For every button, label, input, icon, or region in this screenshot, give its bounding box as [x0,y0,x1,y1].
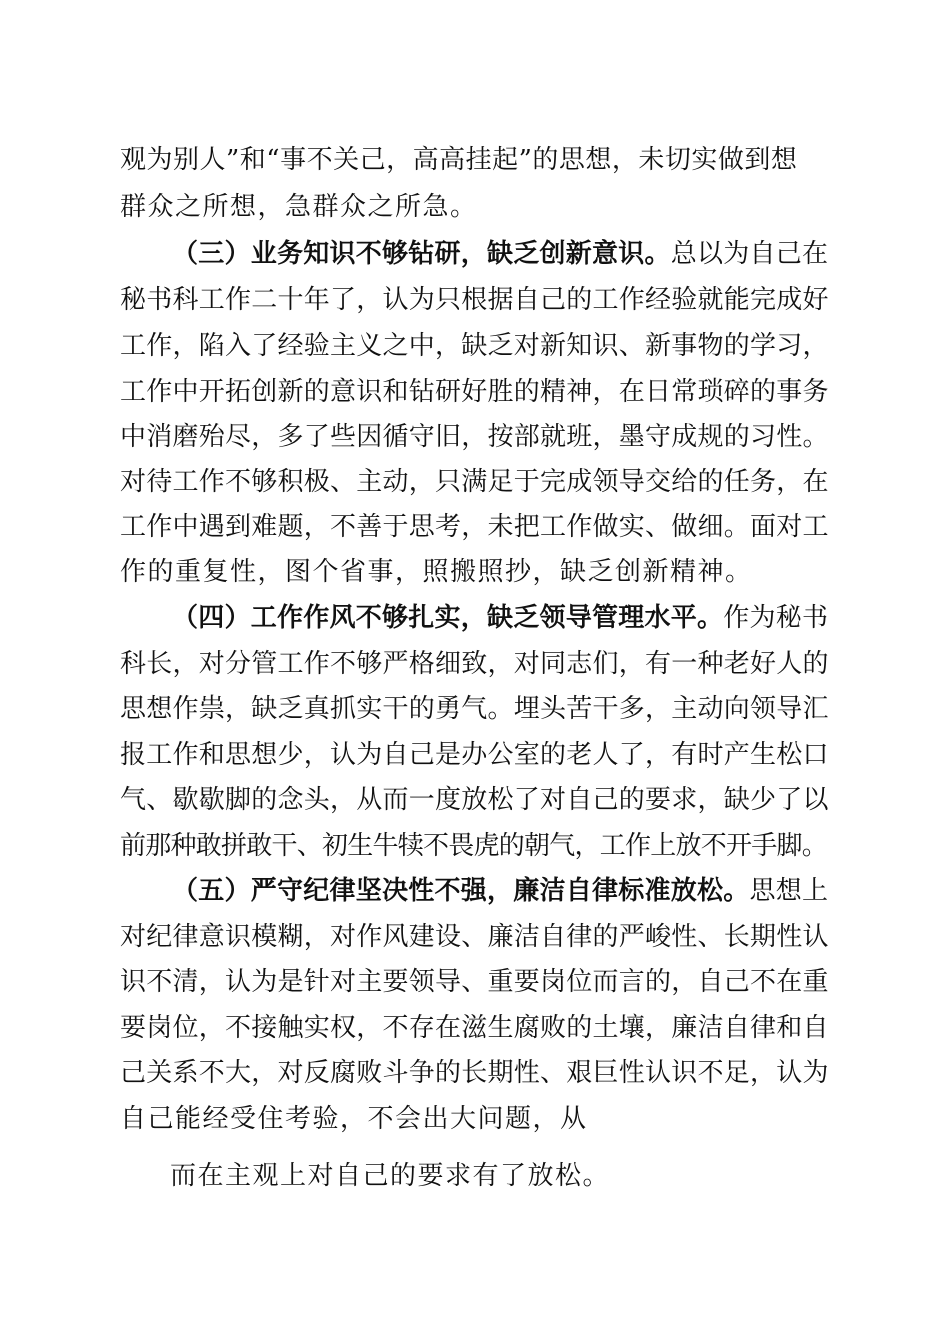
text-line: 自己能经受住考验，不会出大问题，从 [120,1104,588,1134]
text-line: 识不清，认为是针对主要领导、重要岗位而言的，自己不在重 [120,967,829,997]
text-line: 而在主观上对自己的要求有了放松。 [170,1161,611,1191]
text-line: 作的重复性，图个省事，照搬照抄，缺乏创新精神。 [120,557,753,587]
text-line: 前那种敢拼敢干、初生牛犊不畏虎的朝气，工作上放不开手脚。 [120,831,828,861]
section-heading-line [172,603,828,633]
section-heading: （五）严守纪律坚决性不强，廉洁自律标准放松。 [172,876,750,906]
section-heading: （三）业务知识不够钻研，缺乏创新意识。 [172,239,671,269]
text-line: 科长，对分管工作不够严格细致，对同志们，有一种老好人的 [120,649,829,679]
text-line: 工作中开拓创新的意识和钻研好胜的精神，在日常琐碎的事务 [120,377,829,407]
section-heading-line [172,876,828,906]
section-heading-line [172,239,828,269]
text-line: 思想作祟，缺乏真抓实干的勇气。埋头苦干多，主动向领导汇 [120,694,829,724]
section-heading: （四）工作作风不够扎实，缺乏领导管理水平。 [172,603,724,633]
text-line: 观为别人”和“事不关己，高高挂起”的思想，未切实做到想 [120,145,798,175]
text-span: 思想上 [749,876,829,906]
text-span: 总以为自己在 [670,239,829,269]
text-span: 作为秘书 [723,603,829,633]
text-line: 报工作和思想少，认为自己是办公室的老人了，有时产生松口 [120,740,829,770]
text-line: 对待工作不够积极、主动，只满足于完成领导交给的任务，在 [120,467,829,497]
text-line: 秘书科工作二十年了，认为只根据自己的工作经验就能完成好 [120,285,829,315]
text-line: 中消磨殆尽，多了些因循守旧，按部就班，墨守成规的习性。 [120,422,829,452]
text-line: 工作中遇到难题，不善于思考，未把工作做实、做细。面对工 [120,512,829,542]
text-line: 群众之所想，急群众之所急。 [120,192,478,222]
text-line: 工作，陷入了经验主义之中，缺乏对新知识、新事物的学习， [120,331,829,361]
text-line: 要岗位，不接触实权，不存在滋生腐败的土壤，廉洁自律和自 [120,1013,829,1043]
text-line: 对纪律意识模糊，对作风建设、廉洁自律的严峻性、长期性认 [120,922,829,952]
text-line: 气、歇歇脚的念头，从而一度放松了对自己的要求，缺少了以 [120,785,829,815]
text-line: 己关系不大，对反腐败斗争的长期性、艰巨性认识不足，认为 [120,1058,829,1088]
